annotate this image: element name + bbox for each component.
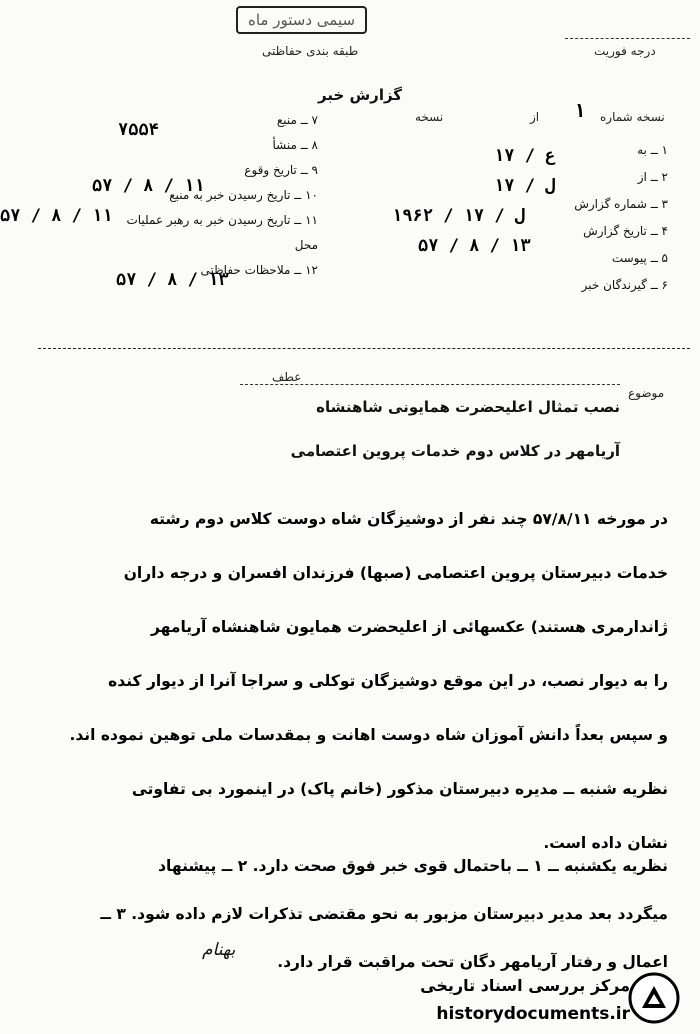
opinion-line: اعمال و رفتار آریامهر دگان تحت مراقبت قرار دارد. — [277, 953, 668, 971]
subject-underline — [240, 384, 620, 385]
to-value: ۱۷ / ع — [494, 146, 556, 166]
meta-row-security-notes: ۱۲ ــ ملاحظات حفاظتی — [200, 263, 318, 277]
opinion-body — [28, 842, 668, 986]
subject-line-1: نصب تمثال اعلیحضرت همایونی شاهنشاه — [316, 398, 620, 416]
body-line: و سپس بعداً دانش آموزان شاه دوست اهانت و بمقدسات ملی توهین نموده اند. — [69, 726, 668, 744]
form-title: گزارش خبر — [318, 86, 403, 104]
watermark-url: historydocuments.ir — [436, 1004, 630, 1024]
occurrence-date-value: ۵۷ / ۸ / ۱۱ — [92, 176, 205, 196]
meta-row-source: ۷ ــ منبع — [276, 113, 318, 127]
handwritten-note: بهنام — [202, 940, 236, 960]
copy-number-label: نسخه شماره — [600, 110, 665, 124]
body-line: نظریه شنبه ــ مدیره دبیرستان مذکور (خانم پاک) در اینمورد بی تفاوتی — [131, 780, 668, 798]
report-number-value: ل / ۱۷ / ۱۹۶۲ — [392, 206, 526, 226]
meta-row-occurrence-date: ۹ ــ تاریخ وقوع — [244, 163, 318, 177]
opinion-line: نظریه یکشنبه ــ ۱ ــ باحتمال قوی خبر فوق صحت دارد. ۲ ــ پیشنهاد — [158, 857, 668, 875]
body-line: را به دیوار نصب، در این موقع دوشیزگان توکلی و سراجا آنرا از دیوار کنده — [108, 672, 668, 690]
subject-line-2: آریامهر در کلاس دوم خدمات پروین اعتصامی — [290, 442, 620, 460]
copy-of-label: از — [530, 110, 540, 124]
opinion-line: میگردد بعد مدیر دبیرستان مزبور به نحو مقتضی تذکرات لازم داده شود. ۳ ــ — [100, 905, 668, 923]
classification-label: طبقه بندی حفاظتی — [262, 44, 359, 58]
reference-label: عطف — [272, 370, 302, 384]
meta-row-received-by-leader: ۱۱ ــ تاریخ رسیدن خبر به رهبر عملیات — [126, 213, 318, 227]
meta-row-report-number: ۳ ــ شماره گزارش — [574, 197, 668, 211]
section-divider — [38, 348, 690, 349]
body-line: در مورخه ۵۷/۸/۱۱ چند نفر از دوشیزگان شاه دوست کلاس دوم رشته — [149, 510, 668, 528]
copies-label: نسخه — [415, 110, 444, 124]
archive-logo-icon — [628, 972, 680, 1024]
received-date-value: ۵۷ / ۸ / ۱۱ — [0, 206, 113, 226]
watermark-title: مرکز بررسی اسناد تاریخی — [420, 976, 630, 995]
meta-row-to: ۱ ــ به — [637, 143, 668, 157]
meta-row-from: ۲ ــ از — [637, 170, 668, 184]
source-value: ۷۵۵۴ — [118, 120, 159, 140]
body-line: نشان داده است. — [543, 834, 668, 852]
meta-row-origin: ۸ ــ منشأ — [272, 138, 318, 152]
meta-row-report-date: ۴ ــ تاریخ گزارش — [583, 224, 668, 238]
top-stamp: سیمی دستور ماه — [236, 6, 367, 34]
body-line: ژاندارمری هستند) عکسهائی از اعلیحضرت همایون شاهنشاه آریامهر — [150, 618, 668, 636]
priority-label: درجه فوریت — [594, 44, 656, 58]
report-body — [28, 492, 668, 870]
subject-label: موضوع — [628, 386, 665, 400]
report-date-value: ۵۷ / ۸ / ۱۳ — [418, 236, 531, 256]
priority-underline — [565, 38, 690, 39]
from-value: ۱۷ / ل — [494, 176, 556, 196]
meta-row-received-by-source: ۱۰ ــ تاریخ رسیدن خبر به منبع — [169, 188, 318, 202]
body-line: خدمات دبیرستان پروین اعتصامی (صبها) فرزندان افسران و درجه داران — [123, 564, 668, 582]
meta-row-recipients: ۶ ــ گیرندگان خبر — [581, 278, 668, 292]
security-date-value: ۵۷ / ۸ / ۱۳ — [116, 270, 229, 290]
meta-row-attachment: ۵ ــ پیوست — [611, 251, 668, 265]
copy-number-value: ۱ — [574, 100, 586, 122]
meta-row-place: محل — [294, 238, 318, 252]
